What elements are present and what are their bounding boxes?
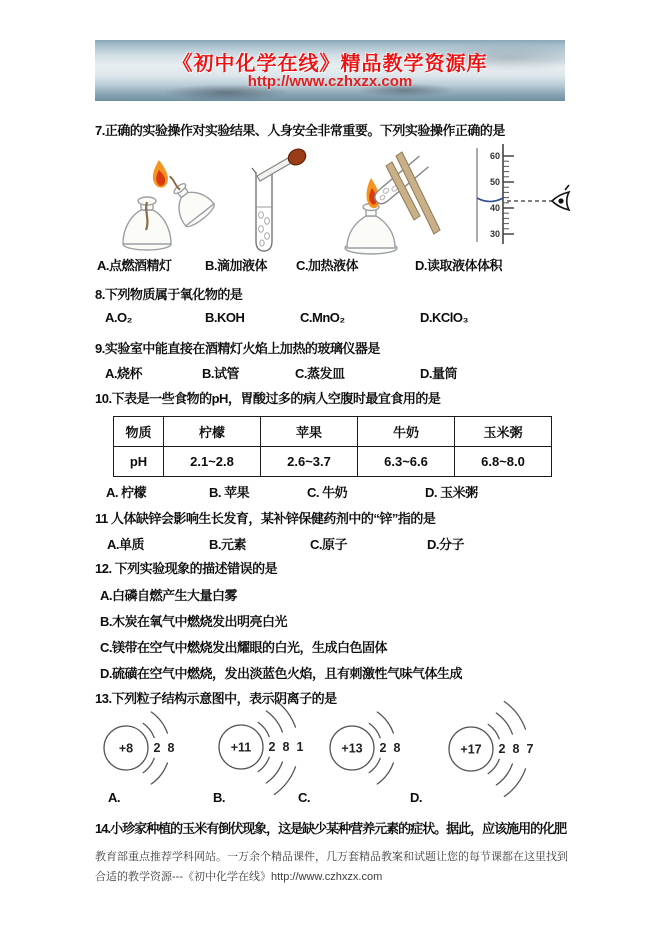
ph-header-apple: 苹果 [261, 417, 358, 447]
atom-diagram-c [326, 700, 422, 796]
q10-option-a: A. 柠檬 [106, 485, 147, 500]
q10-option-c: C. 牛奶 [307, 485, 348, 500]
atom-c-shell-1: 2 [379, 741, 387, 755]
ph-table [113, 416, 552, 477]
heating-test-tube-figure [333, 148, 458, 260]
q11-option-d: D.分子 [427, 537, 465, 552]
question-10-options [0, 482, 661, 500]
site-banner-title: 《初中化学在线》精品教学资源库 [172, 53, 488, 75]
question-11-text: 11 人体缺锌会影响生长发育，某补锌保健药剂中的“锌”指的是 [95, 511, 436, 526]
question-9-options [0, 363, 661, 381]
site-banner-url: http://www.czhxzx.com [247, 73, 413, 90]
question-10-text: 10.下表是一些食物的pH，胃酸过多的病人空腹时最宜食用的是 [95, 391, 441, 406]
cylinder-tick-50: 50 [489, 177, 500, 187]
q9-option-c: C.蒸发皿 [295, 366, 345, 381]
ph-value-milk: 6.3~6.6 [358, 447, 455, 477]
atom-c-nucleus: +13 [341, 741, 363, 756]
ph-table-value-row [114, 447, 552, 477]
graduated-cylinder-figure [457, 142, 572, 250]
q13-label-a: A. [108, 790, 120, 805]
q9-option-b: B.试管 [202, 366, 240, 381]
atom-diagram-d [443, 699, 555, 799]
atom-diagram-a [100, 700, 196, 796]
meniscus-curve [477, 198, 503, 202]
q11-option-b: B.元素 [209, 537, 247, 552]
q8-option-c: C.MnO₂ [300, 310, 345, 325]
question-13-labels [0, 790, 661, 808]
ph-label: pH [114, 447, 164, 477]
cylinder-tick-60: 60 [489, 151, 500, 161]
atom-a-shell-2: 8 [167, 741, 175, 755]
ph-header-milk: 牛奶 [358, 417, 455, 447]
question-14-text: 14.小珍家种植的玉米有倒伏现象，这是缺少某种营养元素的症状。据此，应该施用的化肥 [95, 821, 567, 836]
q12-option-b: B.木炭在氧气中燃烧发出明亮白光 [100, 614, 288, 629]
cylinder-tick-30: 30 [489, 229, 500, 239]
question-9-text: 9.实验室中能直接在酒精灯火焰上加热的玻璃仪器是 [95, 341, 380, 356]
atom-d-nucleus: +17 [460, 742, 482, 757]
q11-option-a: A.单质 [107, 537, 145, 552]
question-13-text: 13.下列粒子结构示意图中，表示阴离子的是 [95, 691, 337, 706]
q13-label-b: B. [213, 790, 225, 805]
q12-option-a: A.白磷自燃产生大量白雾 [100, 588, 238, 603]
q9-option-d: D.量筒 [420, 366, 458, 381]
ph-header-lemon: 柠檬 [164, 417, 261, 447]
atom-b-nucleus: +11 [230, 740, 252, 755]
atom-a-shell-1: 2 [153, 741, 161, 755]
q7-option-c: C.加热液体 [296, 258, 359, 273]
ph-table-header-row [114, 417, 552, 447]
q8-option-a: A.O₂ [105, 310, 132, 325]
ph-value-lemon: 2.1~2.8 [164, 447, 261, 477]
q10-option-d: D. 玉米粥 [425, 485, 478, 500]
atom-d-shell-3: 7 [526, 742, 534, 756]
dropper-test-tube-figure [222, 145, 322, 263]
q9-option-a: A.烧杯 [105, 366, 143, 381]
question-7-text: 7.正确的实验操作对实验结果、人身安全非常重要。下列实验操作正确的是 [95, 123, 505, 138]
q7-option-a: A.点燃酒精灯 [97, 258, 172, 273]
q11-option-c: C.原子 [310, 537, 348, 552]
q12-option-d: D.硫磺在空气中燃烧，发出淡蓝色火焰，且有刺激性气味气体生成 [100, 666, 463, 681]
atom-a-nucleus: +8 [118, 741, 134, 756]
footer-text: 教育部重点推荐学科网站。一万余个精品课件，几万套精品教案和试题让您的每节课都在这里找到合适的教学资源---《初中化学在线》http://www.czhxzx.com [95, 851, 568, 883]
q7-option-d: D.读取液体体积 [415, 258, 503, 273]
question-8-text: 8.下列物质属于氧化物的是 [95, 287, 243, 302]
cylinder-tick-40: 40 [489, 203, 500, 213]
q7-option-b: B.滴加液体 [205, 258, 268, 273]
q13-label-c: C. [298, 790, 310, 805]
ph-value-congee: 6.8~8.0 [455, 447, 552, 477]
question-11-options [0, 534, 661, 552]
atom-d-shell-1: 2 [498, 742, 506, 756]
atom-c-shell-2: 8 [393, 741, 401, 755]
q8-option-b: B.KOH [205, 310, 245, 325]
alcohol-lamp-lighting-figure [103, 148, 218, 260]
site-banner [95, 40, 565, 101]
question-8-options [0, 310, 661, 328]
q12-option-c: C.镁带在空气中燃烧发出耀眼的白光，生成白色固体 [100, 640, 388, 655]
question-7-options [0, 255, 661, 273]
ph-header-congee: 玉米粥 [455, 417, 552, 447]
atom-d-shell-2: 8 [512, 742, 520, 756]
ph-value-apple: 2.6~3.7 [261, 447, 358, 477]
question-12-text: 12. 下列实验现象的描述错误的是 [95, 561, 278, 576]
atom-b-shell-1: 2 [268, 740, 276, 754]
ph-header-substance: 物质 [114, 417, 164, 447]
q10-option-b: B. 苹果 [209, 485, 250, 500]
atom-b-shell-2: 8 [282, 740, 290, 754]
q13-label-d: D. [410, 790, 422, 805]
eye-icon [552, 185, 569, 210]
atom-b-shell-3: 1 [296, 740, 304, 754]
atom-diagram-b [213, 697, 325, 797]
q8-option-d: D.KClO₃ [420, 310, 469, 325]
